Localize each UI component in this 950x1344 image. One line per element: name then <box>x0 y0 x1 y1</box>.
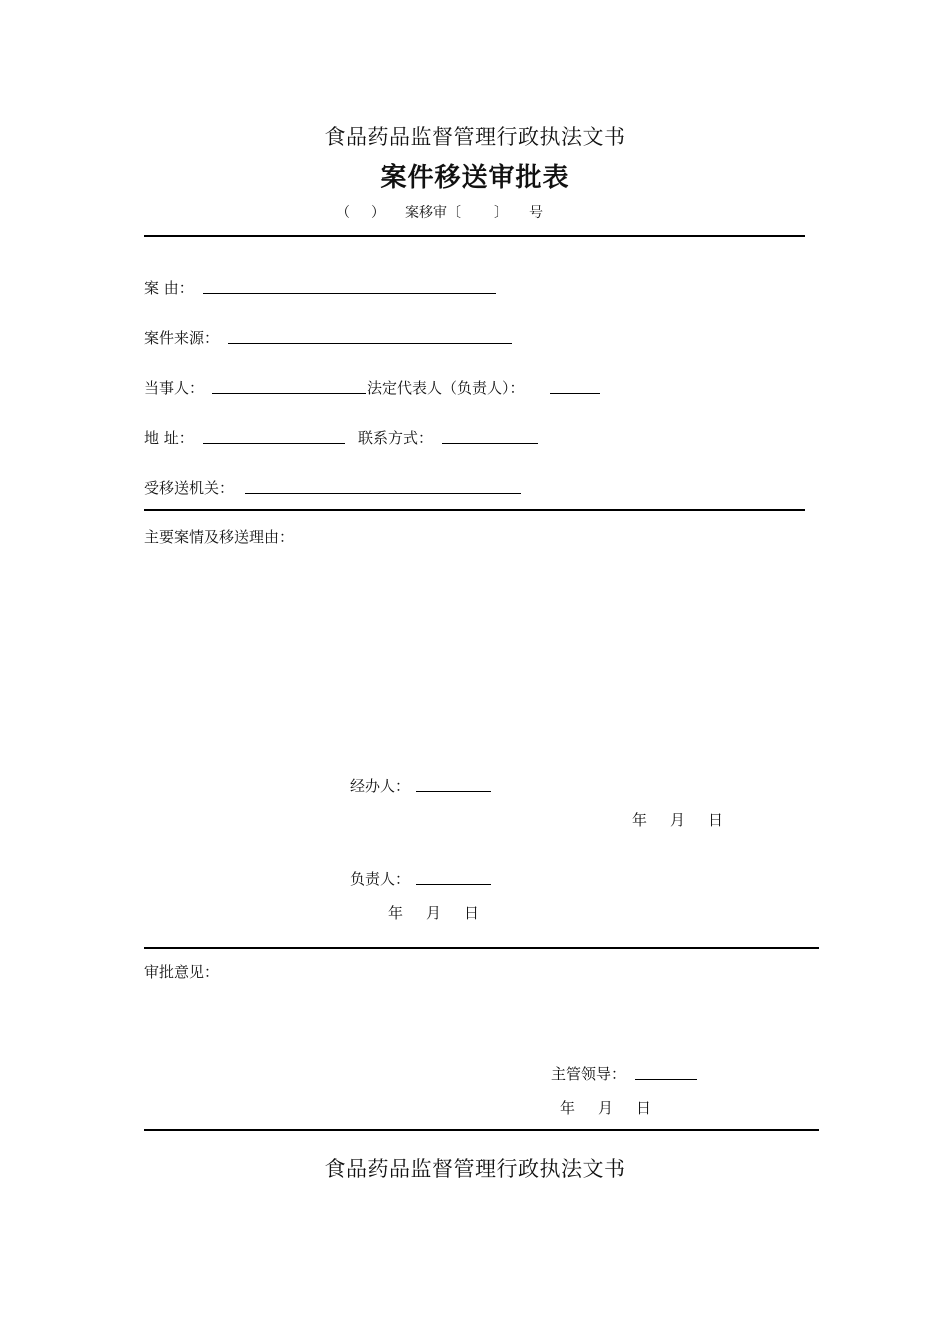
leader-label: 主管领导： <box>551 1065 627 1083</box>
date2-day: 日 <box>464 904 480 922</box>
approval-divider <box>144 1129 819 1131</box>
contact-field[interactable] <box>442 443 538 444</box>
address-label: 地 址： <box>144 429 194 447</box>
handler-label: 经办人： <box>350 777 411 795</box>
fields-divider <box>144 509 805 511</box>
date3-year: 年 <box>560 1099 576 1117</box>
responsible-label: 负责人： <box>350 870 411 888</box>
date2-year: 年 <box>388 904 404 922</box>
document-header-title: 食品药品监督管理行政执法文书 <box>324 125 626 149</box>
date1-year: 年 <box>632 811 648 829</box>
document-footer-title: 食品药品监督管理行政执法文书 <box>324 1157 626 1181</box>
legal-rep-field[interactable] <box>550 393 600 394</box>
facts-label: 主要案情及移送理由： <box>144 528 295 546</box>
case-cause-label: 案 由： <box>144 279 194 297</box>
legal-rep-label: 法定代表人（负责人）： <box>367 379 525 397</box>
address-field[interactable] <box>203 443 345 444</box>
handler-signature-field[interactable] <box>416 791 491 792</box>
approval-content-area[interactable] <box>144 990 819 1050</box>
facts-divider <box>144 947 819 949</box>
receiving-agency-label: 受移送机关： <box>144 479 235 497</box>
header-divider <box>144 235 805 237</box>
date1-day: 日 <box>708 811 724 829</box>
date2-month: 月 <box>426 904 442 922</box>
doc-no-bracket-close: 〕 <box>494 205 508 221</box>
facts-content-area[interactable] <box>144 555 805 755</box>
contact-label: 联系方式： <box>358 429 434 447</box>
case-source-field[interactable] <box>228 343 512 344</box>
doc-no-suffix: 号 <box>529 205 543 221</box>
form-title: 案件移送审批表 <box>380 163 570 193</box>
responsible-signature-field[interactable] <box>416 884 491 885</box>
date3-day: 日 <box>636 1099 652 1117</box>
case-source-label: 案件来源： <box>144 329 220 347</box>
approval-label: 审批意见： <box>144 963 220 981</box>
date3-month: 月 <box>598 1099 614 1117</box>
receiving-agency-field[interactable] <box>245 493 521 494</box>
doc-no-close-paren: ） <box>371 205 385 221</box>
case-cause-field[interactable] <box>203 293 496 294</box>
party-label: 当事人： <box>144 379 205 397</box>
party-field[interactable] <box>212 393 366 394</box>
leader-signature-field[interactable] <box>635 1079 697 1080</box>
doc-no-open-paren: （ <box>336 205 350 221</box>
doc-no-prefix: 案移审〔 <box>405 205 461 221</box>
date1-month: 月 <box>670 811 686 829</box>
